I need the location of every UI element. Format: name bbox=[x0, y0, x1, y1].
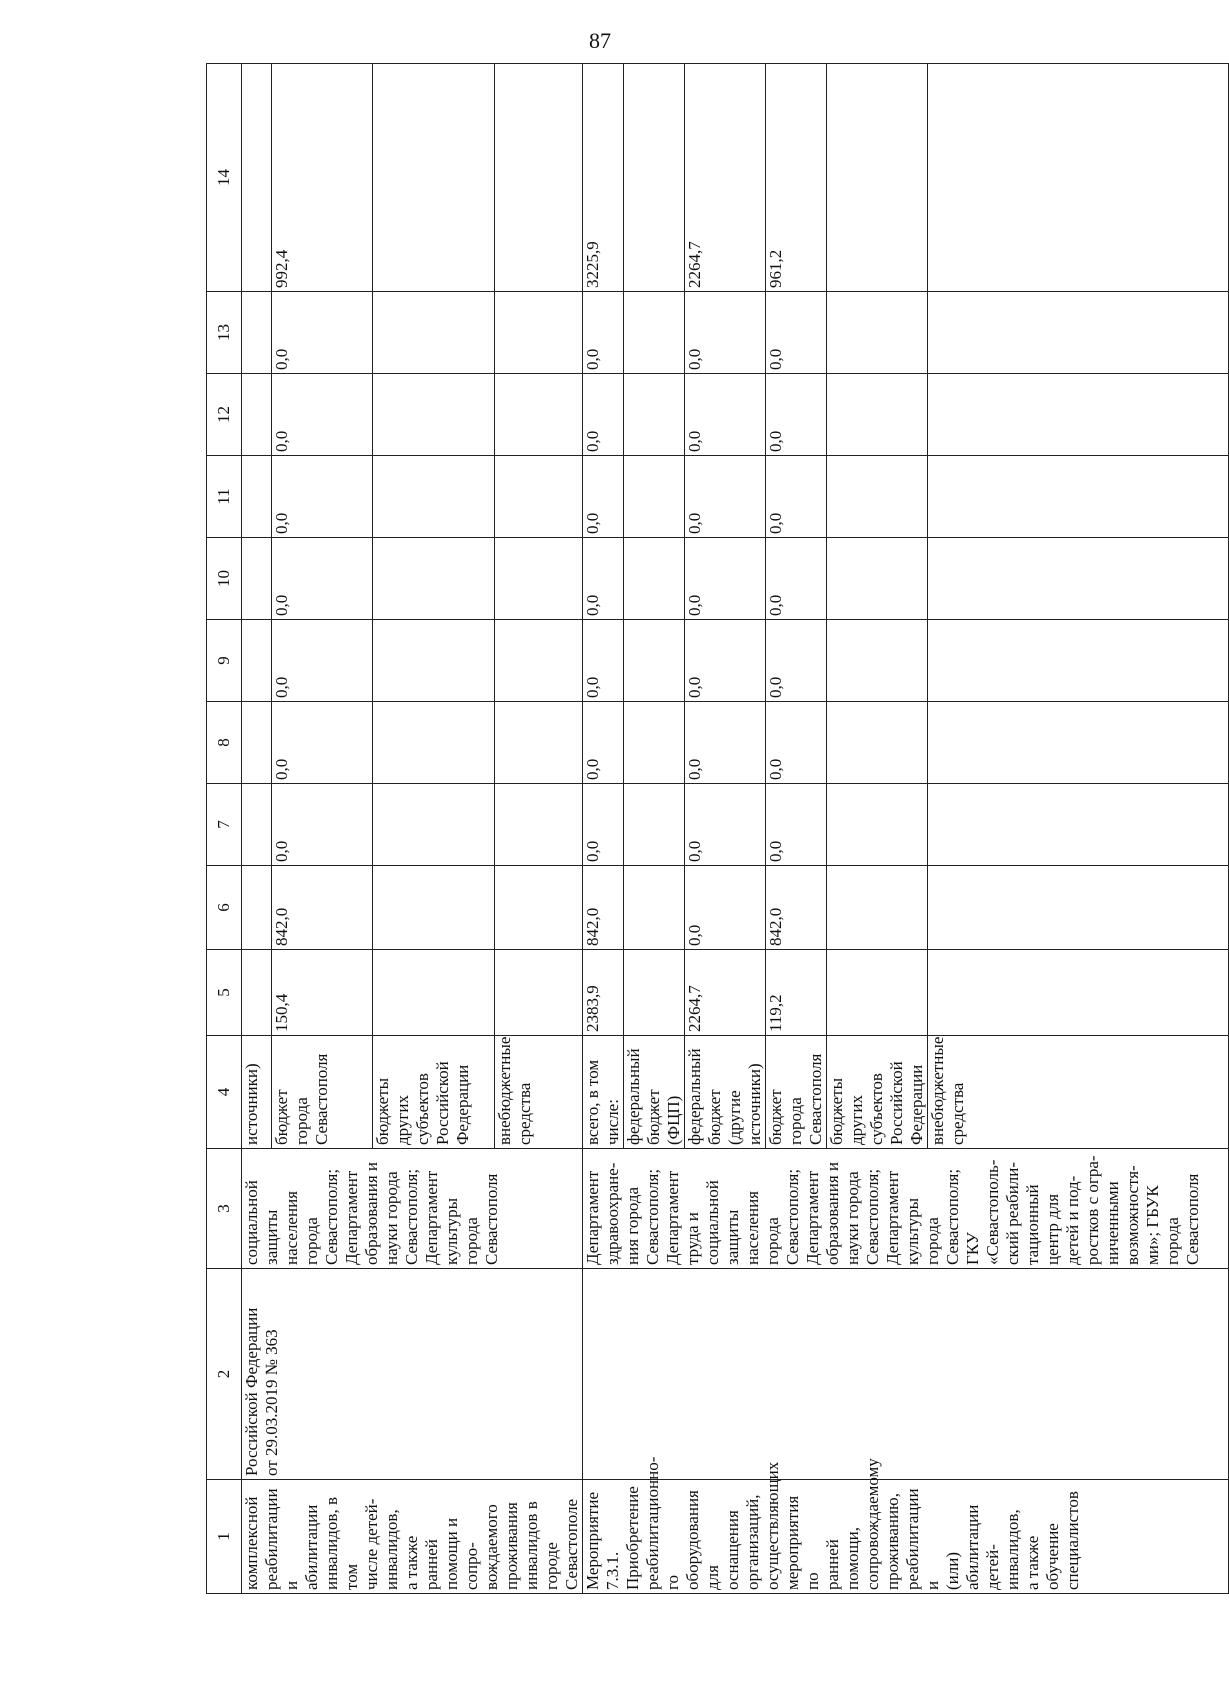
rotated-table-container bbox=[206, 84, 1202, 1594]
legal-basis-cell bbox=[583, 1269, 1229, 1480]
value-cell bbox=[494, 866, 582, 950]
col-header-4: 4 bbox=[207, 1036, 242, 1149]
value-cell bbox=[928, 702, 1229, 784]
value-cell: 0,0 bbox=[685, 374, 766, 456]
value-cell bbox=[372, 784, 494, 866]
value-cell bbox=[372, 456, 494, 538]
measure-name-cell: комплексной реабилитации и абилитации инвалидов, в том числе детей- инвалидов, а также ранней помощи и сопро- вождаемого проживания инвалидов в городе Севастополе bbox=[242, 1480, 583, 1594]
value-cell: 0,0 bbox=[766, 784, 827, 866]
rotated-table-inner bbox=[206, 84, 1202, 1594]
value-cell bbox=[827, 620, 928, 702]
table-row bbox=[583, 64, 624, 1594]
col-header-3: 3 bbox=[207, 1149, 242, 1269]
value-cell: 842,0 bbox=[583, 866, 624, 950]
value-cell: 0,0 bbox=[685, 784, 766, 866]
value-cell bbox=[372, 64, 494, 292]
value-cell bbox=[494, 456, 582, 538]
value-cell: 0,0 bbox=[766, 702, 827, 784]
value-cell: 842,0 bbox=[272, 866, 372, 950]
value-cell bbox=[827, 950, 928, 1036]
value-cell: 0,0 bbox=[583, 702, 624, 784]
value-cell bbox=[494, 620, 582, 702]
col-header-9: 9 bbox=[207, 620, 242, 702]
value-cell: 0,0 bbox=[583, 374, 624, 456]
source-cell: внебюджетные средства bbox=[494, 1036, 582, 1149]
value-cell bbox=[624, 456, 685, 538]
value-cell: 0,0 bbox=[685, 292, 766, 374]
source-cell: бюджет города Севастополя bbox=[272, 1036, 372, 1149]
value-cell: 0,0 bbox=[272, 292, 372, 374]
value-cell bbox=[624, 292, 685, 374]
value-cell bbox=[494, 784, 582, 866]
value-cell: 0,0 bbox=[766, 620, 827, 702]
page-number: 87 bbox=[589, 28, 611, 53]
value-cell bbox=[242, 866, 272, 950]
value-cell bbox=[372, 702, 494, 784]
value-cell: 119,2 bbox=[766, 950, 827, 1036]
value-cell bbox=[928, 538, 1229, 620]
value-cell: 0,0 bbox=[685, 456, 766, 538]
value-cell: 2383,9 bbox=[583, 950, 624, 1036]
value-cell bbox=[624, 374, 685, 456]
value-cell bbox=[242, 538, 272, 620]
value-cell: 0,0 bbox=[685, 538, 766, 620]
value-cell bbox=[624, 866, 685, 950]
col-header-11: 11 bbox=[207, 456, 242, 538]
value-cell bbox=[928, 374, 1229, 456]
value-cell bbox=[494, 292, 582, 374]
value-cell: 0,0 bbox=[583, 456, 624, 538]
value-cell bbox=[928, 784, 1229, 866]
source-cell: федеральный бюджет (другие источники) bbox=[685, 1036, 766, 1149]
value-cell bbox=[372, 374, 494, 456]
value-cell bbox=[242, 784, 272, 866]
value-cell: 0,0 bbox=[766, 292, 827, 374]
value-cell: 0,0 bbox=[272, 784, 372, 866]
value-cell: 0,0 bbox=[766, 374, 827, 456]
value-cell: 992,4 bbox=[272, 64, 372, 292]
value-cell bbox=[827, 292, 928, 374]
value-cell bbox=[624, 620, 685, 702]
col-header-10: 10 bbox=[207, 538, 242, 620]
value-cell bbox=[494, 64, 582, 292]
value-cell: 0,0 bbox=[766, 538, 827, 620]
value-cell bbox=[242, 64, 272, 292]
value-cell: 2264,7 bbox=[685, 64, 766, 292]
value-cell bbox=[624, 64, 685, 292]
value-cell bbox=[827, 64, 928, 292]
executor-cell: социальной защиты населения города Севастополя; Департамент образования и науки города Севастополя; Департамент культуры города Севастополя bbox=[242, 1149, 583, 1269]
value-cell: 961,2 bbox=[766, 64, 827, 292]
executor-cell: Департамент здравоохране- ния города Севастополя; Департамент труда и социальной защиты населения города Севастополя; Департамент образования и науки города Севастополя; Департамент культуры города Севастополя; ГКУ «Севастополь- ский реабили- тационный центр для детей и под- ростков с огра- ниченными возможностя- ми»; ГБУК города Севастополя bbox=[583, 1149, 1229, 1269]
value-cell bbox=[372, 620, 494, 702]
value-cell bbox=[624, 950, 685, 1036]
program-funding-table bbox=[206, 63, 1229, 1594]
value-cell: 2264,7 bbox=[685, 950, 766, 1036]
source-cell: всего, в том числе: bbox=[583, 1036, 624, 1149]
value-cell bbox=[242, 374, 272, 456]
value-cell bbox=[928, 950, 1229, 1036]
value-cell bbox=[928, 866, 1229, 950]
value-cell bbox=[494, 538, 582, 620]
value-cell: 0,0 bbox=[583, 292, 624, 374]
value-cell bbox=[827, 374, 928, 456]
col-header-14: 14 bbox=[207, 64, 242, 292]
col-header-5: 5 bbox=[207, 950, 242, 1036]
value-cell bbox=[242, 702, 272, 784]
table-row bbox=[242, 64, 272, 1594]
col-header-2: 2 bbox=[207, 1269, 242, 1480]
source-cell: федеральный бюджет (ФЦП) bbox=[624, 1036, 685, 1149]
value-cell bbox=[928, 64, 1229, 292]
value-cell: 0,0 bbox=[272, 538, 372, 620]
col-header-7: 7 bbox=[207, 784, 242, 866]
source-cell: бюджеты других субъектов Российской Федерации bbox=[827, 1036, 928, 1149]
value-cell: 3225,9 bbox=[583, 64, 624, 292]
legal-basis-cell: Российской Федерации от 29.03.2019 № 363 bbox=[242, 1269, 583, 1480]
measure-name-cell: Мероприятие 7.3.1. Приобретение реабилитационно- го оборудования для оснащения организаций, осуществляющих мероприятия по ранней помощи, сопровождаемому проживанию, реабилитации и (или) абилитации детей-инвалидов, а также обучение специалистов bbox=[583, 1480, 1229, 1594]
col-header-13: 13 bbox=[207, 292, 242, 374]
col-header-12: 12 bbox=[207, 374, 242, 456]
value-cell bbox=[494, 950, 582, 1036]
source-cell: внебюджетные средства bbox=[928, 1036, 1229, 1149]
header-row bbox=[207, 64, 242, 1594]
value-cell: 0,0 bbox=[583, 784, 624, 866]
value-cell: 0,0 bbox=[685, 702, 766, 784]
value-cell: 0,0 bbox=[583, 620, 624, 702]
value-cell: 0,0 bbox=[583, 538, 624, 620]
value-cell bbox=[372, 866, 494, 950]
value-cell bbox=[928, 292, 1229, 374]
value-cell bbox=[372, 538, 494, 620]
value-cell: 0,0 bbox=[272, 620, 372, 702]
value-cell: 842,0 bbox=[766, 866, 827, 950]
value-cell bbox=[624, 784, 685, 866]
value-cell bbox=[494, 702, 582, 784]
value-cell bbox=[372, 950, 494, 1036]
value-cell bbox=[827, 456, 928, 538]
value-cell bbox=[624, 538, 685, 620]
value-cell: 0,0 bbox=[685, 620, 766, 702]
source-cell: бюджет города Севастополя bbox=[766, 1036, 827, 1149]
source-cell: источники) bbox=[242, 1036, 272, 1149]
source-cell: бюджеты других субъектов Российской Федерации bbox=[372, 1036, 494, 1149]
value-cell bbox=[827, 702, 928, 784]
value-cell: 150,4 bbox=[272, 950, 372, 1036]
value-cell bbox=[827, 866, 928, 950]
value-cell bbox=[372, 292, 494, 374]
value-cell bbox=[494, 374, 582, 456]
value-cell: 0,0 bbox=[685, 866, 766, 950]
value-cell bbox=[928, 456, 1229, 538]
value-cell bbox=[242, 292, 272, 374]
value-cell bbox=[242, 950, 272, 1036]
value-cell bbox=[827, 538, 928, 620]
value-cell bbox=[242, 620, 272, 702]
value-cell: 0,0 bbox=[766, 456, 827, 538]
value-cell bbox=[624, 702, 685, 784]
value-cell: 0,0 bbox=[272, 702, 372, 784]
value-cell: 0,0 bbox=[272, 456, 372, 538]
value-cell bbox=[242, 456, 272, 538]
value-cell bbox=[827, 784, 928, 866]
col-header-1: 1 bbox=[207, 1480, 242, 1594]
value-cell bbox=[928, 620, 1229, 702]
col-header-6: 6 bbox=[207, 866, 242, 950]
col-header-8: 8 bbox=[207, 702, 242, 784]
value-cell: 0,0 bbox=[272, 374, 372, 456]
